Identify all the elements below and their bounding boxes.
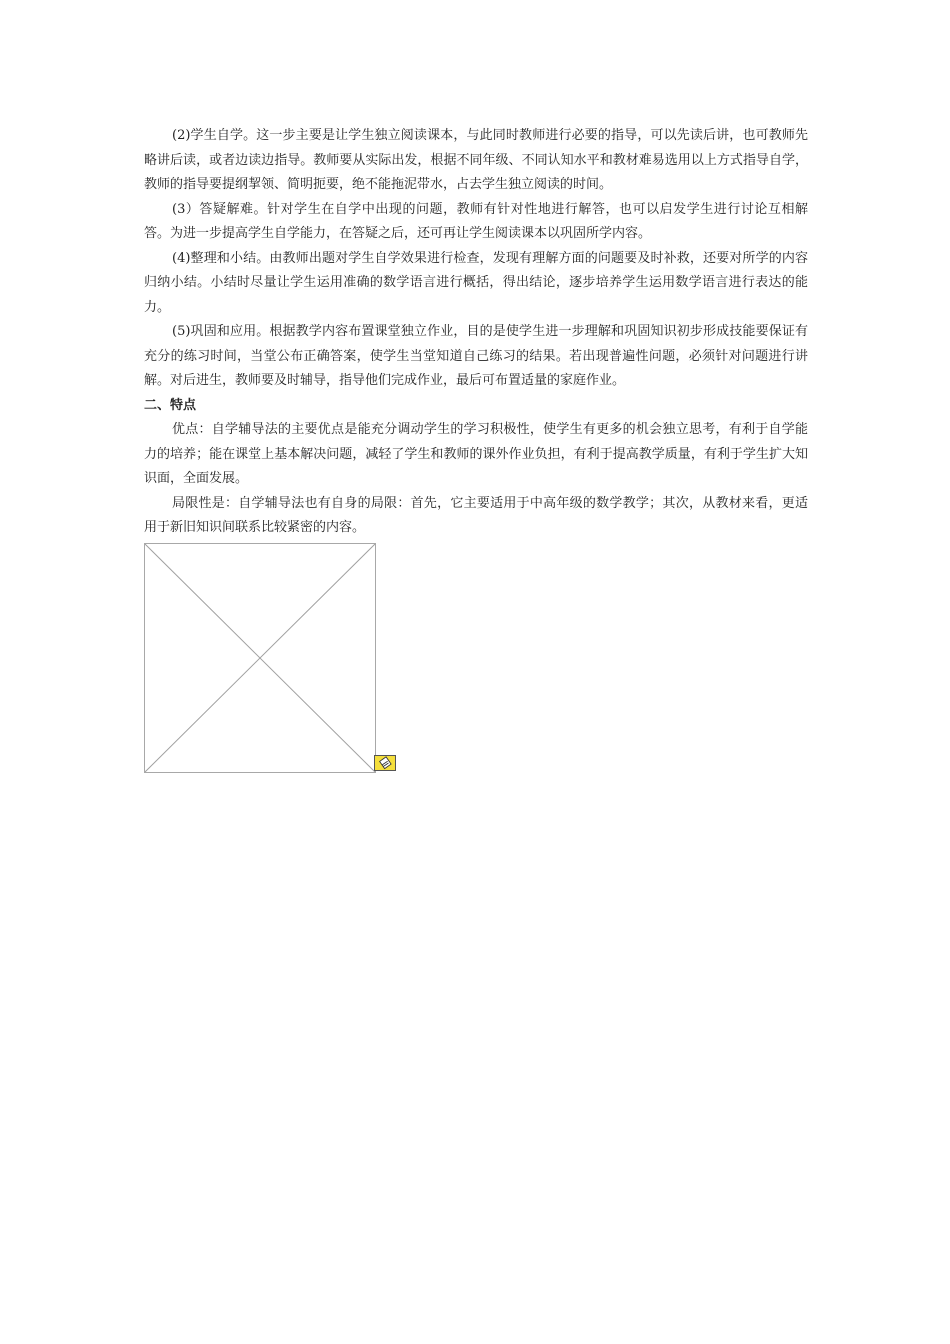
document-body bbox=[144, 124, 808, 775]
paragraph-step-4: (4)整理和小结。由教师出题对学生自学效果进行检查，发现有理解方面的问题要及时补救，还要对所学的内容归纳小结。小结时尽量让学生运用准确的数学语言进行概括，得出结论，逐步培养学生运用数学语言进行表达的能力。 bbox=[144, 250, 808, 315]
broken-image-icon[interactable] bbox=[144, 543, 376, 773]
section-heading-features: 二、特点 bbox=[144, 397, 197, 413]
paragraph-step-5: (5)巩固和应用。根据教学内容布置课堂独立作业，目的是使学生进一步理解和巩固知识初步形成技能要保证有充分的练习时间，当堂公布正确答案，使学生当堂知道自己练习的结果。若出现普遍性问题，必须针对问题进行讲解。对后进生，教师要及时辅导，指导他们完成作业，最后可布置适量的家庭作业。 bbox=[144, 324, 808, 388]
pencil-edit-icon[interactable] bbox=[374, 755, 396, 771]
paragraph-limitations: 局限性是：自学辅导法也有自身的局限：首先，它主要适用于中高年级的数学教学；其次，从教材来看，更适用于新旧知识间联系比较紧密的内容。 bbox=[144, 495, 808, 535]
paragraph-step-2: (2)学生自学。这一步主要是让学生独立阅读课本，与此同时教师进行必要的指导，可以先读后讲，也可教师先略讲后读，或者边读边指导。教师要从实际出发，根据不同年级、不同认知水平和教材难易选用以上方式指导自学，教师的指导要提纲挈领、简明扼要，绝不能拖泥带水，占去学生独立阅读的时间。 bbox=[144, 128, 808, 192]
embedded-image-area bbox=[144, 543, 400, 775]
paragraph-advantages: 优点：自学辅导法的主要优点是能充分调动学生的学习积极性，使学生有更多的机会独立思考，有利于自学能力的培养；能在课堂上基本解决问题，减轻了学生和教师的课外作业负担，有利于提高教学质量，有利于学生扩大知识面，全面发展。 bbox=[144, 422, 808, 486]
paragraph-step-3: (3）答疑解难。针对学生在自学中出现的问题，教师有针对性地进行解答，也可以启发学生进行讨论互相解答。为进一步提高学生自学能力，在答疑之后，还可再让学生阅读课本以巩固所学内容。 bbox=[144, 201, 808, 241]
